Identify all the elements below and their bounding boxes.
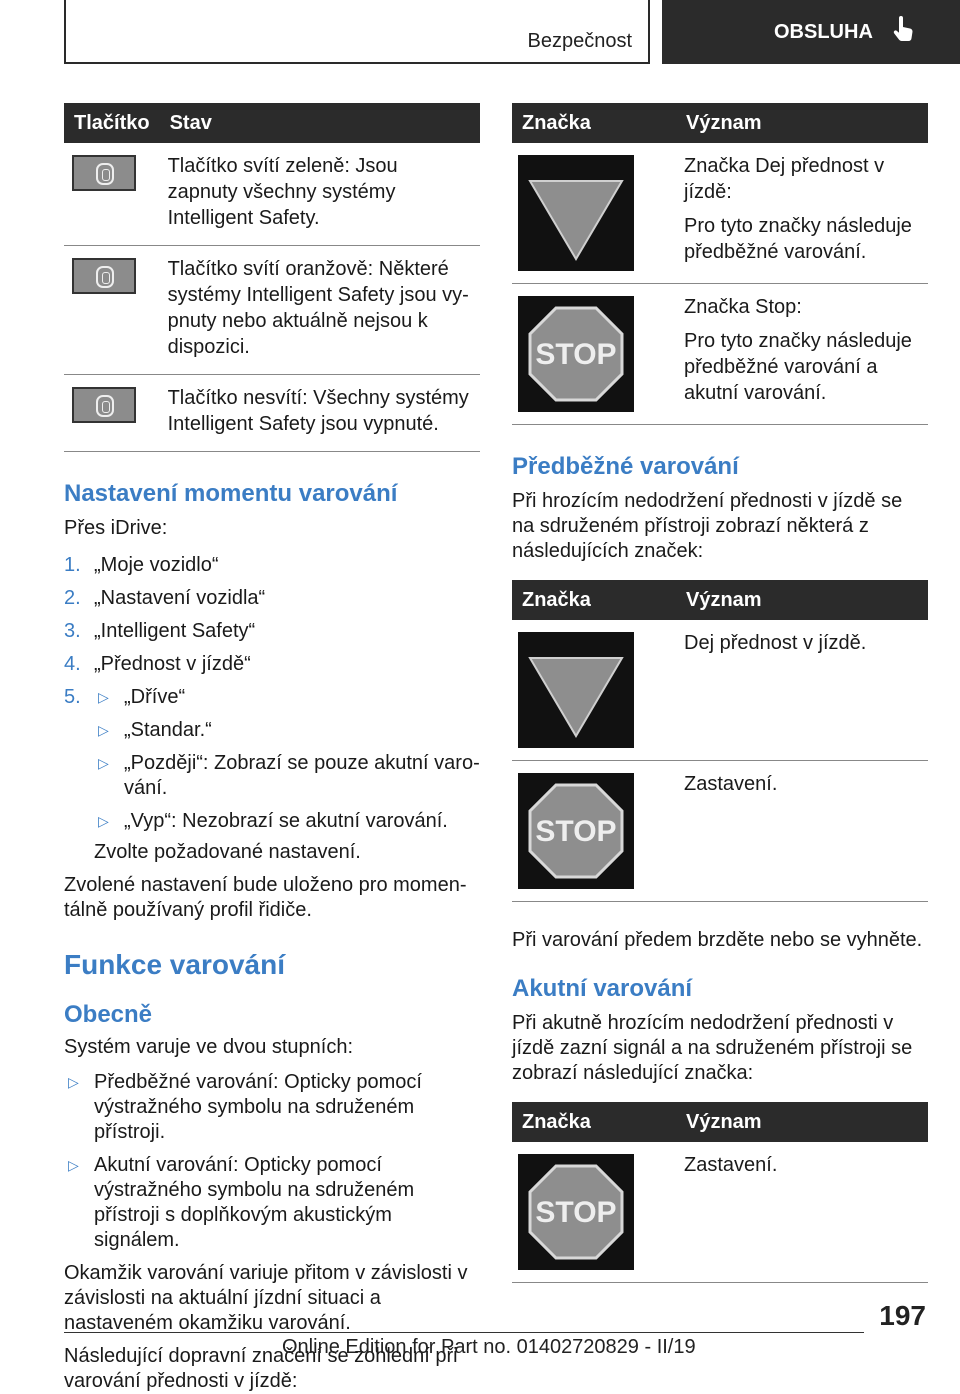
intelligent-safety-button-icon	[72, 155, 136, 191]
table-header-meaning: Význam	[676, 580, 928, 620]
general-intro: Systém varuje ve dvou stupních:	[64, 1036, 354, 1058]
table-row	[512, 284, 928, 425]
section-heading-pre-warning: Předběžné varování	[512, 453, 739, 480]
table-row	[512, 143, 928, 284]
pre-warning-signs-table	[512, 580, 928, 902]
header-chapter-label: OBSLUHA	[774, 20, 873, 43]
list-item: ▷ Předběžné varování: Opticky pomocí výstražného symbolu na sdruženém přístroji.	[68, 1071, 422, 1143]
pre-warning-text: Při hrozícím nedodržení přednosti v jízdě se na sdruženém přístroji zobrazí některá z následujících značek:	[512, 490, 903, 562]
yield-sign-icon	[518, 155, 634, 271]
table-row	[512, 620, 928, 761]
triangle-bullet-icon: ▷	[68, 1074, 79, 1090]
list-item: 2. „Nastavení vozidla“	[64, 587, 266, 609]
list-item: ▷ „Dříve“	[98, 686, 186, 708]
list-item: 4. „Přednost v jízdě“	[64, 653, 251, 675]
table-cell-state: Tlačítko nesvítí: Všechny systémy Intelligent Safety jsou vypnuté.	[160, 375, 480, 452]
page-header	[0, 0, 960, 66]
idrive-steps	[64, 553, 480, 865]
table-header-sign: Značka	[512, 1102, 676, 1142]
signs-table	[512, 103, 928, 425]
footer-edition: Online Edition for Part no. 01402720829 - II/19	[282, 1336, 696, 1358]
option-list	[94, 685, 480, 834]
general-paragraph: Následující dopravní značení se zohlední při varování přednosti v jízdě:	[64, 1345, 458, 1392]
section-heading-functions: Funkce varování	[64, 949, 285, 980]
table-row	[512, 761, 928, 902]
table-header-meaning: Význam	[676, 1102, 928, 1142]
stop-sign-icon	[518, 1154, 634, 1270]
idrive-intro: Přes iDrive:	[64, 517, 168, 539]
svg-text:STOP: STOP	[535, 815, 617, 848]
stop-sign-icon	[518, 296, 634, 412]
list-item: ▷ „Později“: Zobrazí se pouze akutní varování.	[98, 752, 480, 799]
pointing-hand-icon	[891, 16, 915, 48]
table-cell-meaning: Značka Dej přednost v jízdě: Pro tyto značky následuje předběžné varování.	[676, 143, 928, 284]
header-section-title: Bezpečnost	[527, 30, 632, 52]
table-header-state: Stav	[160, 103, 480, 143]
warning-levels-list	[64, 1070, 480, 1253]
table-cell-state: Tlačítko svítí zeleně: Jsou zapnuty všechny systémy Intelligent Safety.	[160, 143, 480, 246]
header-chapter-tab	[662, 0, 960, 64]
list-item: ▷ „Standar.“	[98, 719, 212, 741]
table-cell-meaning: Zastavení.	[676, 1142, 928, 1283]
svg-text:STOP: STOP	[535, 338, 617, 371]
list-item: ▷ Akutní varování: Opticky pomocí výstražného symbolu na sdruženém přístroji s doplňkovým akustickým signálem.	[68, 1154, 415, 1251]
table-cell-meaning: Zastavení.	[676, 761, 928, 902]
table-header-button: Tlačítko	[64, 103, 160, 143]
page-number: 197	[879, 1300, 926, 1331]
acute-warning-text: Při akutně hrozícím nedodržení přednosti v jízdě zazní signál a na sdruženém přístroji se zobrazí následující značka:	[512, 1012, 913, 1084]
stop-sign-icon	[518, 773, 634, 889]
pre-warning-after-text: Při varování předem brzděte nebo se vyhněte.	[512, 929, 923, 951]
table-cell-meaning: Značka Stop: Pro tyto značky následuje předběžné varování a akutní varování.	[676, 284, 928, 425]
table-cell-meaning: Dej přednost v jízdě.	[676, 620, 928, 761]
left-column	[64, 103, 480, 1394]
section-heading-warning-time: Nastavení momentu varování	[64, 480, 398, 507]
yield-sign-icon	[518, 632, 634, 748]
section-heading-general: Obecně	[64, 1001, 153, 1028]
list-item: 3. „Intelligent Safety“	[64, 620, 256, 642]
table-header-meaning: Význam	[676, 103, 928, 143]
right-column	[512, 103, 928, 1283]
list-item: 1. „Moje vozidlo“	[64, 554, 219, 576]
table-row	[64, 246, 480, 375]
svg-text:STOP: STOP	[535, 1196, 617, 1229]
footer-divider	[64, 1332, 864, 1333]
triangle-bullet-icon: ▷	[68, 1157, 79, 1173]
choose-setting-text: Zvolte požadované nastavení.	[94, 841, 361, 863]
table-header-sign: Značka	[512, 580, 676, 620]
table-row	[64, 375, 480, 452]
table-cell-state: Tlačítko svítí oranžově: Některé systémy Intelligent Safety jsou vypnuty nebo aktuálně nejsou k dispozici.	[160, 246, 480, 375]
general-paragraph: Okamžik varování variuje přitom v závislosti v závislosti na aktuální jízdní situaci a nastaveném okamžiku varování.	[64, 1262, 468, 1334]
triangle-bullet-icon: ▷	[98, 689, 109, 705]
saved-setting-text: Zvolené nastavení bude uloženo pro momentálně používaný profil řidiče.	[64, 874, 467, 921]
triangle-bullet-icon: ▷	[98, 813, 109, 829]
acute-warning-signs-table	[512, 1102, 928, 1283]
intelligent-safety-button-icon	[72, 387, 136, 423]
triangle-bullet-icon: ▷	[98, 722, 109, 738]
list-item: 5. ▷ „Dříve“ ▷ „Standar.“ ▷ „Později“: Zobrazí se pouze akutní varování. ▷ „Vyp“: Nezobrazí se akutní varování. Zvolte požadované nastavení.	[64, 686, 480, 863]
table-row	[512, 1142, 928, 1283]
triangle-bullet-icon: ▷	[98, 755, 109, 771]
intelligent-safety-button-icon	[72, 258, 136, 294]
list-item: ▷ „Vyp“: Nezobrazí se akutní varování.	[98, 810, 448, 832]
section-heading-acute-warning: Akutní varování	[512, 975, 693, 1002]
button-state-table	[64, 103, 480, 452]
table-row	[64, 143, 480, 246]
table-header-sign: Značka	[512, 103, 676, 143]
